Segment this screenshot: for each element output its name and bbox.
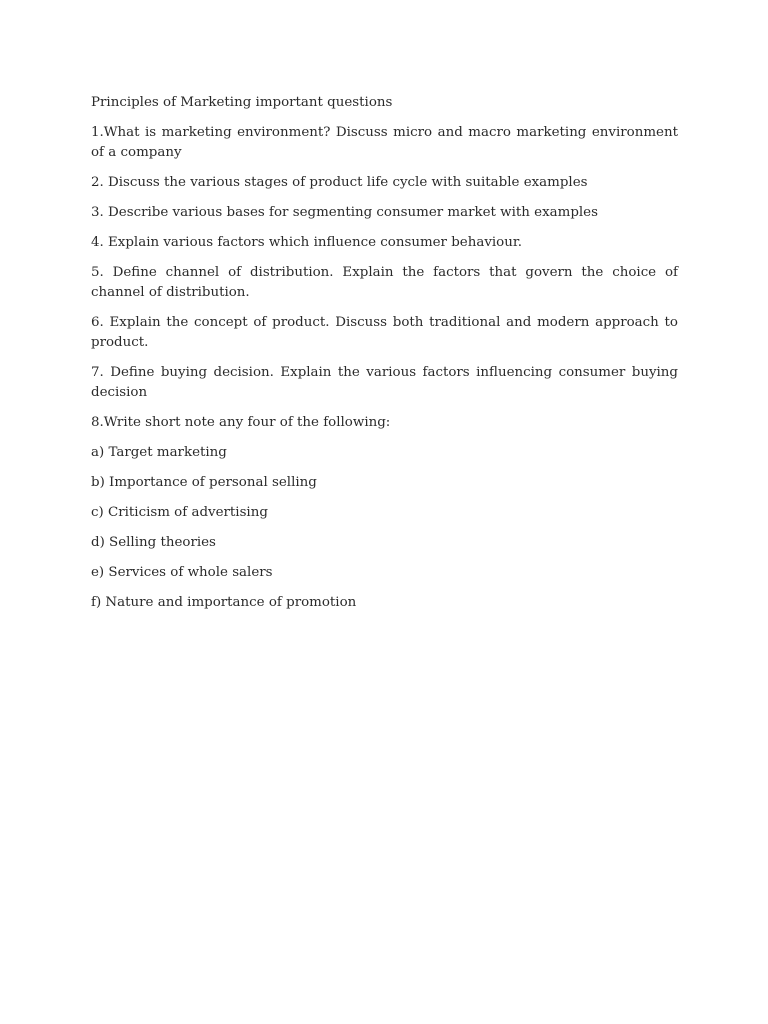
document-page <box>91 93 678 623</box>
sub-item-f: f) Nature and importance of promotion <box>91 595 357 610</box>
sub-item-d: d) Selling theories <box>91 535 216 550</box>
sub-item-e: e) Services of whole salers <box>91 565 273 580</box>
sub-item-b: b) Importance of personal selling <box>91 475 317 490</box>
question-2: 2. Discuss the various stages of product life cycle with suitable examples <box>91 175 588 190</box>
document-title: Principles of Marketing important questions <box>91 95 393 110</box>
sub-item-a: a) Target marketing <box>91 445 227 460</box>
question-5: 5. Define channel of distribution. Explain the factors that govern the choice of channel of distribution. <box>91 265 678 300</box>
question-4: 4. Explain various factors which influence consumer behaviour. <box>91 235 523 250</box>
question-1: 1.What is marketing environment? Discuss micro and macro marketing environment of a company <box>91 125 678 160</box>
question-8: 8.Write short note any four of the following: <box>91 415 391 430</box>
question-3: 3. Describe various bases for segmenting consumer market with examples <box>91 205 598 220</box>
question-6: 6. Explain the concept of product. Discuss both traditional and modern approach to product. <box>91 315 678 350</box>
question-7: 7. Define buying decision. Explain the various factors influencing consumer buying decision <box>91 365 678 400</box>
sub-item-c: c) Criticism of advertising <box>91 505 268 520</box>
